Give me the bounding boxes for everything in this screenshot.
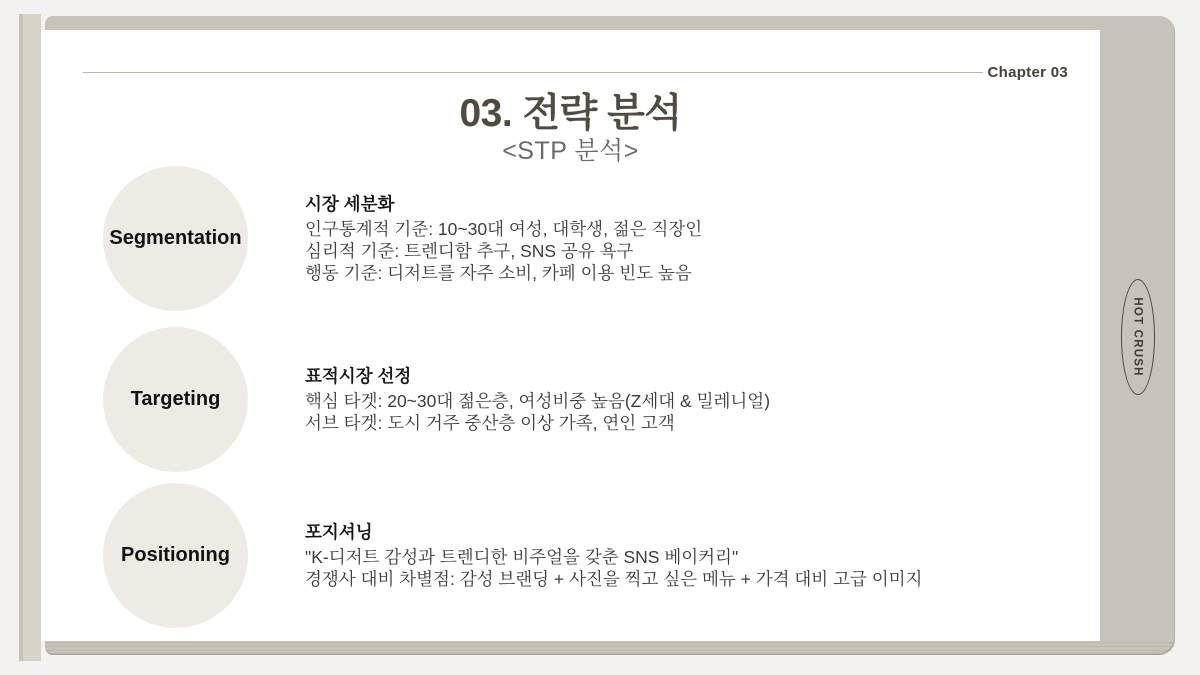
- segmentation-text: [305, 193, 1085, 285]
- section-targeting: [103, 327, 1085, 472]
- section-segmentation: [103, 166, 1085, 311]
- targeting-circle: Targeting: [103, 327, 248, 472]
- targeting-text: [305, 365, 1085, 435]
- section-line: "K-디저트 감성과 트렌디한 비주얼을 갖춘 SNS 베이커리": [305, 546, 739, 567]
- section-line: 서브 타겟: 도시 거주 중산층 이상 가족, 연인 고객: [305, 413, 675, 433]
- section-line: 경쟁사 대비 차별점: 감성 브랜딩 + 사진을 찍고 싶은 메뉴 + 가격 대비 고급 이미지: [305, 569, 923, 589]
- positioning-circle: Positioning: [103, 483, 248, 628]
- notebook-spine: [19, 14, 41, 661]
- page-subtitle: <STP 분석>: [502, 137, 639, 165]
- hot-crush-side-tab: [1121, 279, 1155, 395]
- section-heading: 표적시장 선정: [305, 365, 412, 386]
- section-line: 인구통계적 기준: 10~30대 여성, 대학생, 젊은 직장인: [305, 218, 703, 239]
- header-divider: [83, 72, 983, 73]
- section-heading: 포지셔닝: [305, 521, 373, 542]
- positioning-text: [305, 521, 1085, 591]
- section-heading: 시장 세분화: [305, 193, 395, 214]
- section-line: 심리적 기준: 트렌디함 추구, SNS 공유 욕구: [305, 240, 634, 261]
- side-tab-label: HOT CRUSH: [1132, 297, 1145, 377]
- section-positioning: [103, 483, 1085, 628]
- section-line: 핵심 타겟: 20~30대 젊은층, 여성비중 높음(Z세대 & 밀레니얼): [305, 390, 771, 411]
- chapter-label: Chapter 03: [987, 64, 1068, 81]
- section-line: 행동 기준: 디저트를 자주 소비, 카페 이용 빈도 높음: [305, 263, 692, 284]
- page-title: 03. 전략 분석: [459, 92, 682, 135]
- segmentation-circle: Segmentation: [103, 166, 248, 311]
